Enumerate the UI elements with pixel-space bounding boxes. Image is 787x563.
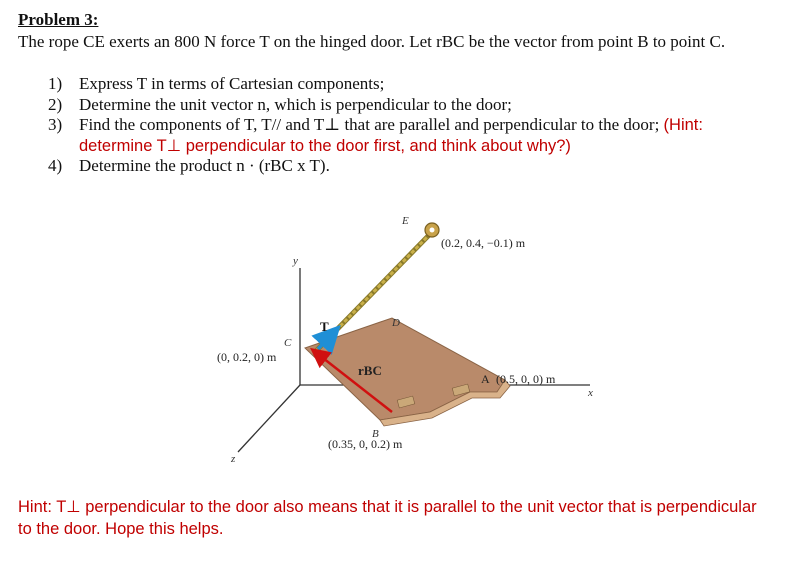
- question-hint: (Hint: determine T⊥ perpendicular to the door first, and think about why?): [79, 116, 703, 155]
- label-a-coords: (0.5, 0, 0) m: [496, 372, 556, 386]
- question-text: Determine the product n · (rBC x T).: [79, 156, 330, 175]
- question-text: Find the components of T, T// and T⊥ that are parallel and perpendicular to the door;: [79, 115, 660, 134]
- footer-hint: Hint: T⊥ perpendicular to the door also means that it is parallel to the unit vector that is perpendicular to the door. Hope this helps.: [18, 498, 757, 538]
- label-e: E: [402, 215, 409, 227]
- label-c: C: [284, 337, 292, 349]
- label-t: T: [320, 319, 329, 334]
- question-number: 1): [48, 74, 63, 93]
- label-b-coords: (0.35, 0, 0.2) m: [328, 437, 403, 451]
- z-axis: [238, 385, 300, 452]
- label-e-coords: (0.2, 0.4, −0.1) m: [441, 236, 526, 250]
- label-c-coords: (0, 0.2, 0) m: [217, 350, 277, 364]
- intro-text: The rope CE exerts an 800 N force T on the hinged door. Let rBC be the vector from point B to point C.: [18, 32, 726, 51]
- question-number: 2): [48, 94, 63, 114]
- label-z-axis: z: [231, 453, 236, 465]
- problem-title: Problem 3:: [18, 10, 99, 29]
- label-rbc: rBC: [358, 363, 382, 378]
- label-a-coords-prefix: A: [481, 372, 490, 386]
- question-number: 3): [48, 115, 63, 134]
- eye-bolt-hole: [430, 228, 435, 233]
- question-text: Determine the unit vector n, which is perpendicular to the door;: [79, 94, 512, 114]
- label-y-axis: y: [293, 255, 298, 267]
- question-number: 4): [48, 156, 63, 175]
- label-x-axis: x: [588, 387, 593, 399]
- label-b: B: [372, 428, 379, 440]
- label-d: D: [392, 317, 400, 329]
- question-text: Express T in terms of Cartesian components;: [79, 74, 385, 93]
